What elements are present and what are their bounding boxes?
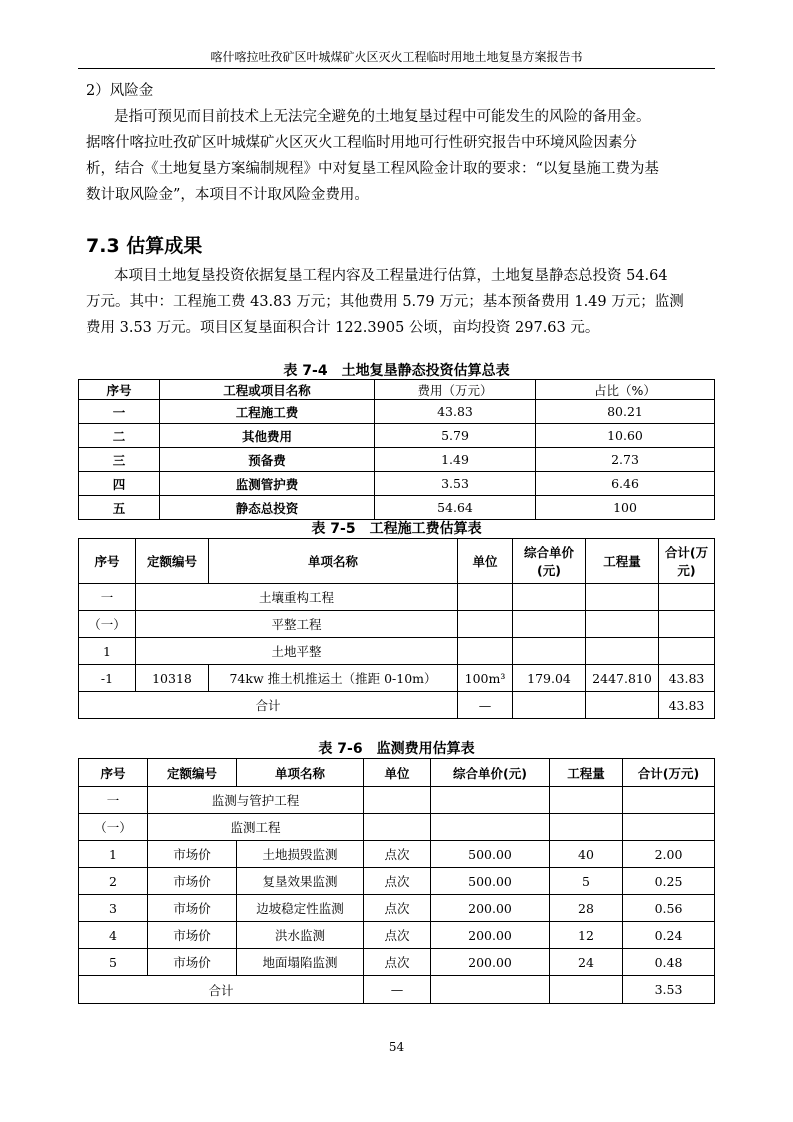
table-header: 合计(万元)	[659, 539, 715, 584]
table-row	[79, 895, 715, 922]
section-title: 7.3 估算成果	[86, 235, 203, 257]
table-7-4	[78, 379, 715, 520]
page-number: 54	[388, 1040, 405, 1054]
table-row	[79, 787, 715, 814]
table-header: 单项名称	[237, 759, 364, 787]
cell: 1	[79, 638, 136, 665]
table-row	[79, 841, 715, 868]
cell: 1	[79, 841, 148, 868]
cell: 3.53	[623, 976, 715, 1004]
cell	[458, 611, 513, 638]
cell: 市场价	[148, 868, 237, 895]
result-line-2: 万元。其中：工程施工费 43.83 万元；其他费用 5.79 万元；基本预备费用 1.49 万元；监测	[86, 294, 684, 310]
cell: 500.00	[431, 841, 550, 868]
cell: 市场价	[148, 949, 237, 976]
cell: —	[364, 976, 431, 1004]
risk-fund-line-4: 数计取风险金”，本项目不计取风险金费用。	[86, 187, 369, 203]
cell: 2.73	[536, 448, 715, 472]
cell: 43.83	[659, 665, 715, 692]
cell	[513, 584, 586, 611]
cell: 100	[536, 496, 715, 520]
cell	[458, 638, 513, 665]
cell: 工程施工费	[160, 400, 375, 424]
cell: 市场价	[148, 922, 237, 949]
table-header: 工程量	[586, 539, 659, 584]
cell: 5	[79, 949, 148, 976]
table-row	[79, 638, 715, 665]
table-row	[79, 814, 715, 841]
table-header: 单位	[364, 759, 431, 787]
table-header: 综合单价(元)	[513, 539, 586, 584]
cell: 5	[550, 868, 623, 895]
cell: 200.00	[431, 949, 550, 976]
table-row	[79, 949, 715, 976]
cell: —	[458, 692, 513, 719]
cell: 一	[79, 400, 160, 424]
cell	[659, 611, 715, 638]
table-header: 费用（万元）	[375, 380, 536, 400]
cell: 静态总投资	[160, 496, 375, 520]
cell	[550, 976, 623, 1004]
cell: 监测工程	[148, 814, 364, 841]
cell: 点次	[364, 895, 431, 922]
cell: 43.83	[659, 692, 715, 719]
table-total-row	[79, 692, 715, 719]
cell: 3	[79, 895, 148, 922]
result-line-3: 费用 3.53 万元。项目区复垦面积合计 122.3905 公顷，亩均投资 297.63 元。	[86, 320, 600, 336]
cell	[364, 787, 431, 814]
cell: 24	[550, 949, 623, 976]
result-line-1: 本项目土地复垦投资依据复垦工程内容及工程量进行估算，土地复垦静态总投资 54.64	[114, 268, 668, 284]
risk-fund-title: 2）风险金	[86, 83, 154, 99]
cell	[659, 584, 715, 611]
cell	[586, 638, 659, 665]
table-header: 定额编号	[136, 539, 209, 584]
cell: 0.48	[623, 949, 715, 976]
table-row	[79, 611, 715, 638]
cell: 点次	[364, 949, 431, 976]
cell	[431, 814, 550, 841]
cell: 54.64	[375, 496, 536, 520]
cell: 土地损毁监测	[237, 841, 364, 868]
cell	[431, 787, 550, 814]
cell: 200.00	[431, 922, 550, 949]
cell: 2447.810	[586, 665, 659, 692]
cell	[550, 787, 623, 814]
table-7-6-caption: 表 7-6 监测费用估算表	[318, 741, 475, 757]
cell: 4	[79, 922, 148, 949]
table-header: 占比（%）	[536, 380, 715, 400]
table-row	[79, 496, 715, 520]
table-header: 定额编号	[148, 759, 237, 787]
cell: 边坡稳定性监测	[237, 895, 364, 922]
cell	[550, 814, 623, 841]
cell: 43.83	[375, 400, 536, 424]
cell: 0.56	[623, 895, 715, 922]
cell: 二	[79, 424, 160, 448]
cell	[458, 584, 513, 611]
cell: 12	[550, 922, 623, 949]
cell: -1	[79, 665, 136, 692]
cell: 复垦效果监测	[237, 868, 364, 895]
cell: 一	[79, 584, 136, 611]
cell: 地面塌陷监测	[237, 949, 364, 976]
cell: 0.24	[623, 922, 715, 949]
cell	[364, 814, 431, 841]
cell	[586, 692, 659, 719]
cell	[513, 692, 586, 719]
table-row	[79, 665, 715, 692]
cell	[513, 638, 586, 665]
cell: 一	[79, 787, 148, 814]
cell	[586, 611, 659, 638]
table-header: 序号	[79, 380, 160, 400]
cell: 0.25	[623, 868, 715, 895]
table-row	[79, 922, 715, 949]
table-header: 单项名称	[209, 539, 458, 584]
cell: 1.49	[375, 448, 536, 472]
cell: 500.00	[431, 868, 550, 895]
table-header: 单位	[458, 539, 513, 584]
cell: 10.60	[536, 424, 715, 448]
table-total-row	[79, 976, 715, 1004]
cell: 179.04	[513, 665, 586, 692]
table-row	[79, 868, 715, 895]
cell: 市场价	[148, 895, 237, 922]
table-header: 序号	[79, 759, 148, 787]
table-header: 序号	[79, 539, 136, 584]
table-7-4-caption: 表 7-4 土地复垦静态投资估算总表	[283, 363, 510, 379]
table-row	[79, 584, 715, 611]
cell	[659, 638, 715, 665]
table-7-6	[78, 758, 715, 1004]
cell: 土地平整	[136, 638, 458, 665]
cell: 合计	[79, 692, 458, 719]
cell	[431, 976, 550, 1004]
cell: 100m³	[458, 665, 513, 692]
table-header: 工程或项目名称	[160, 380, 375, 400]
cell: 80.21	[536, 400, 715, 424]
cell: 点次	[364, 841, 431, 868]
cell: 土壤重构工程	[136, 584, 458, 611]
cell: 五	[79, 496, 160, 520]
risk-fund-line-1: 是指可预见而目前技术上无法完全避免的土地复垦过程中可能发生的风险的备用金。	[114, 109, 651, 125]
page-header: 喀什喀拉吐孜矿区叶城煤矿火区灭火工程临时用地土地复垦方案报告书	[78, 50, 715, 69]
cell: 预备费	[160, 448, 375, 472]
cell: 三	[79, 448, 160, 472]
cell: 洪水监测	[237, 922, 364, 949]
cell: 合计	[79, 976, 364, 1004]
cell: 四	[79, 472, 160, 496]
table-header: 合计(万元)	[623, 759, 715, 787]
cell: 5.79	[375, 424, 536, 448]
cell	[623, 814, 715, 841]
table-row	[79, 472, 715, 496]
cell: （一）	[79, 611, 136, 638]
table-header: 综合单价(元)	[431, 759, 550, 787]
table-header: 工程量	[550, 759, 623, 787]
cell: 40	[550, 841, 623, 868]
cell: 点次	[364, 868, 431, 895]
cell: 其他费用	[160, 424, 375, 448]
cell: 28	[550, 895, 623, 922]
cell	[623, 787, 715, 814]
risk-fund-line-2: 据喀什喀拉吐孜矿区叶城煤矿火区灭火工程临时用地可行性研究报告中环境风险因素分	[86, 135, 637, 151]
cell: 2.00	[623, 841, 715, 868]
cell: 2	[79, 868, 148, 895]
cell: 监测与管护工程	[148, 787, 364, 814]
cell: 市场价	[148, 841, 237, 868]
table-row	[79, 424, 715, 448]
cell: 3.53	[375, 472, 536, 496]
table-row	[79, 448, 715, 472]
table-row	[79, 400, 715, 424]
cell: 74kw 推土机推运土（推距 0-10m）	[209, 665, 458, 692]
table-7-5-caption: 表 7-5 工程施工费估算表	[311, 521, 482, 537]
table-7-5	[78, 538, 715, 719]
cell: 点次	[364, 922, 431, 949]
risk-fund-line-3: 析，结合《土地复垦方案编制规程》中对复垦工程风险金计取的要求：“以复垦施工费为基	[86, 161, 659, 177]
cell: （一）	[79, 814, 148, 841]
cell	[586, 584, 659, 611]
cell: 10318	[136, 665, 209, 692]
cell: 平整工程	[136, 611, 458, 638]
cell: 监测管护费	[160, 472, 375, 496]
cell: 6.46	[536, 472, 715, 496]
cell	[513, 611, 586, 638]
cell: 200.00	[431, 895, 550, 922]
